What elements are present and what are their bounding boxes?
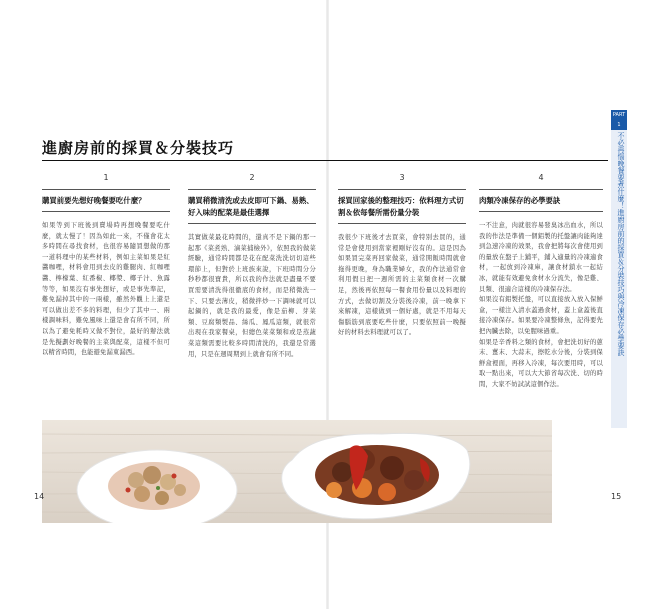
section-heading: 購買前要先想好晚餐要吃什麼？ bbox=[42, 189, 170, 212]
section-body bbox=[338, 233, 466, 339]
page-number-left: 14 bbox=[34, 492, 45, 501]
section-body bbox=[42, 221, 170, 359]
paragraph: 我很少下班後才去買菜，會特別去買的，通常是會使用到當家裡剛好沒有的。這是因為如果買完菜再回家做菜，通常開飯時間就會拖得更晚，身為職業婦女，我的作法通常會利用假日把一週所需的主菜類食材一次購足，然後再依照每一餐食用份量以及料理的方式，去做切割及分裝後冷凍，前一晚拿下來解凍，這樣做到一個好處，就是不用每天傷腦筋到底要吃些什麼，只要依照前一晚擬好的材料去料理就可以了。 bbox=[338, 234, 466, 337]
section-number: 4 bbox=[538, 173, 544, 182]
mushroom-dish bbox=[77, 450, 237, 523]
paragraph: 如果是辛香料之類的食材，會把洗切好的蔥末、薑末、大蒜末，擦乾水分後，分裝到保鮮盒裡面，再移入冷凍，每次要用時，可以取一點出來，可以大大節省每次洗、切的時間，大家不妨試試這個作法。 bbox=[479, 338, 603, 388]
section-2 bbox=[188, 173, 316, 360]
food-photo bbox=[42, 420, 552, 523]
chapter-side-text: 不必再惱晚餐要煮什麼！進廚房前的採買＆分裝技巧與冷凍保存必學要訣 bbox=[617, 132, 625, 356]
title-rule bbox=[42, 160, 608, 161]
section-body bbox=[188, 233, 316, 360]
section-number: 1 bbox=[103, 173, 109, 182]
paragraph: 其實做菜最花時間的，還真不是下鍋的那一起那《菜煮熟、滷菜捕檢外》，依照我的做菜經驗，通常時間都是花在配菜洗洗切切這些環節上，但對於上班族來說，下班時間分分秒秒都很寶貴，所以我的作法就是盡量不要買需要清洗得很徹底的食材，而是稍微洗一下、只要去薄皮，稍微拌炒一下調味就可以起鍋的，就是我的最愛，像是茄柳、芽菜類、豆腐類製品、絲瓜、鳳瓜這類，就很常出現在我家餐桌，但總色菜菜類和或是蒸蔬菜這類需要比較多時間清洗的，我還是常選用，只是在週周期到上就會有所不同。 bbox=[188, 234, 316, 358]
section-heading: 肉類冷凍保存的必學要訣 bbox=[479, 189, 603, 212]
page-title: 進廚房前的採買＆分裝技巧 bbox=[42, 139, 235, 157]
chapter-side-tab bbox=[611, 110, 627, 428]
part-badge: PART 1 bbox=[612, 112, 626, 128]
section-body bbox=[479, 221, 603, 391]
paragraph: 如果沒有鋁製托盤，可以直接放入放入保鮮盒，一樣注入清水蓋過食材，蓋上盒蓋後直接冷凍保存。如果要冷凍整條魚，記得要先把內臟去除，以免腥味過重。 bbox=[479, 296, 603, 335]
section-number: 3 bbox=[399, 173, 405, 182]
section-3 bbox=[338, 173, 466, 339]
paragraph: 如果等到下班後到賣場時再想晚餐要吃什麼，就太慢了！因為如此一來，不僅會花太多時間在尋找食材，也很容易隨買想做的那一道料理中的某些材料，例如主菜如果是紅醬咖哩，材料會用到去皮的雞腿肉、紅咖哩醬、檸檬葉、紅番椒、椰漿、椰子汁、魚露等等，如果沒有事先想好，或是事先準記，難免漏掉其中的一兩樣，雖然外觀上上還是可以做出差不多的料理，但少了其中一、兩樣調味料，難免風味上還是會有所不同，所以為了避免耗時又做不對位，最好的辦法就是先擬劃好晚餐的主菜與配菜，這樣不但可以精省時間，也能避免漏東漏西。 bbox=[42, 222, 170, 357]
section-heading: 購買稍微清洗或去皮即可下鍋、易熟、好入味的配菜是最佳選擇 bbox=[188, 189, 316, 224]
section-number: 2 bbox=[249, 173, 255, 182]
section-1 bbox=[42, 173, 170, 359]
page-number-right: 15 bbox=[611, 492, 622, 501]
section-4 bbox=[479, 173, 603, 391]
section-heading: 採買回家後的整理技巧：依料理方式切割＆依每餐所需份量分裝 bbox=[338, 189, 466, 224]
paragraph: 一不注意，肉就很容易發臭冰出血水，所以我的作法是準備一個鋁製的托盤讓肉能夠達到急速冷凍的效果，我會把將每次會使用到的量放在盤子上鋪平，鋪入適量的冷凍適食材，一起放到冷凍庫，讓食材鎖水一起結冰，就能有效避免食材水分流失，像是雞、貝類、很適合這樣的冷凍保存法。 bbox=[479, 222, 603, 293]
